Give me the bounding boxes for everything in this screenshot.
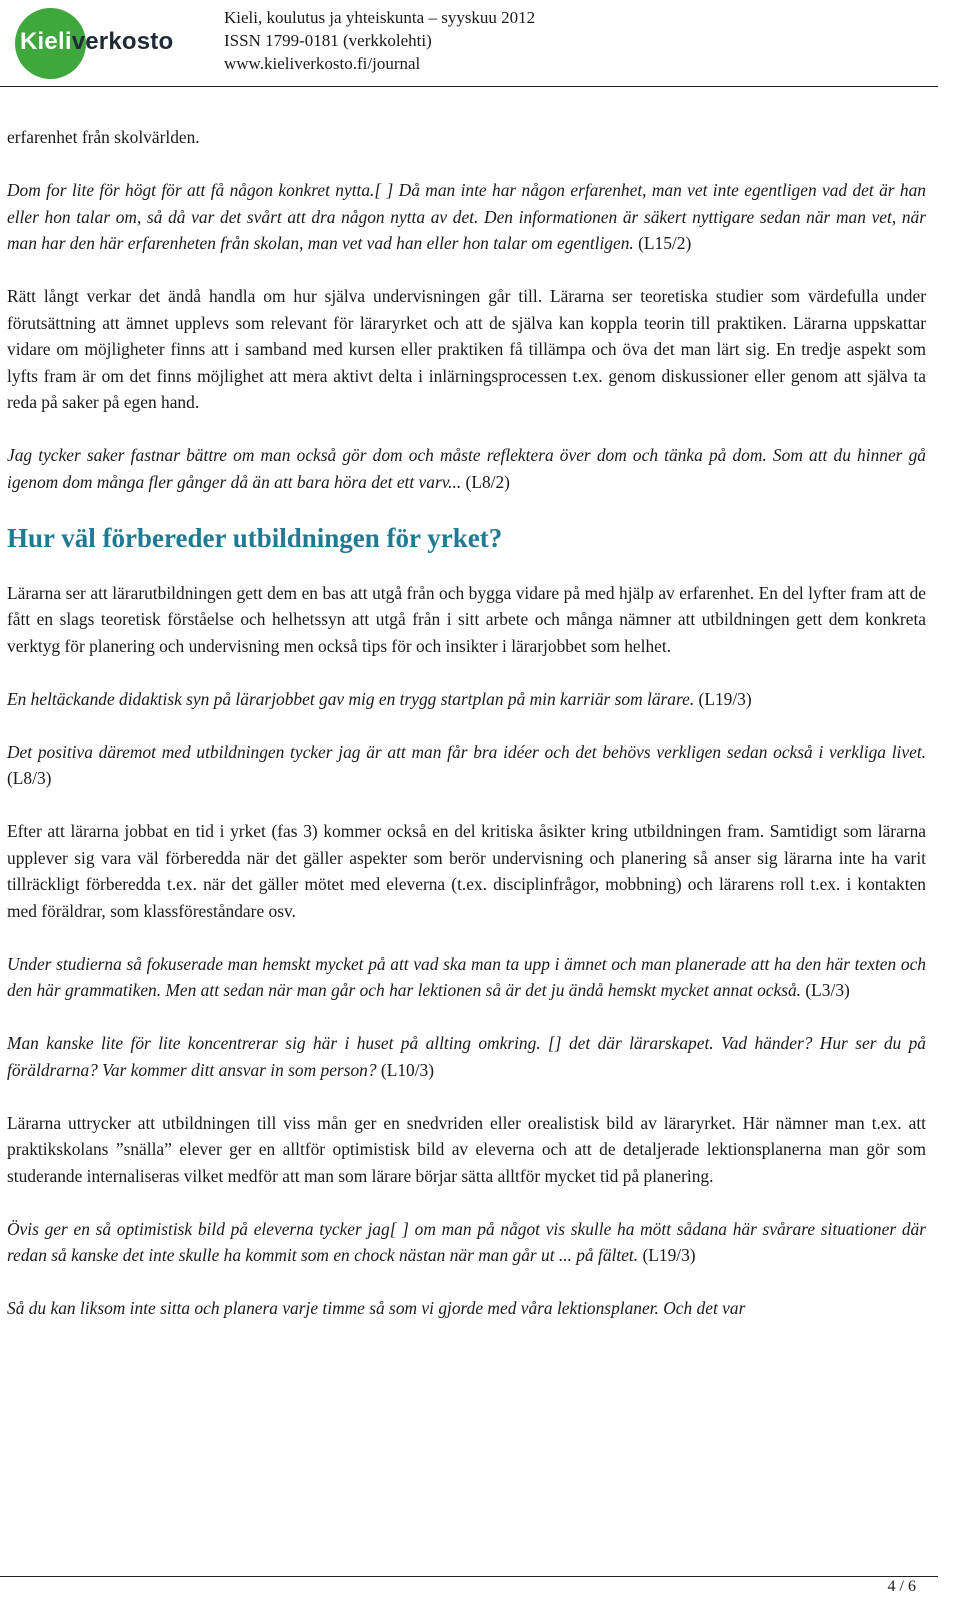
- quote: [7, 1295, 926, 1322]
- logo-wordmark: [20, 28, 173, 58]
- page-number: 4 / 6: [887, 1578, 916, 1595]
- quote: [7, 1216, 926, 1269]
- quote-text: Dom for lite för högt för att få någon konkret nytta.[ ] Då man inte har någon erfarenhet, man vet inte egentligen vad det är han eller hon talar om, så då var det svårt att dra någon nytta av det. Den informationen är säkert nyttigare sedan när man vet, när man har den här erfarenheten från skolan, man vet vad han eller hon talar om egentligen.: [7, 180, 926, 253]
- quote-ref: (L8/2): [461, 471, 510, 492]
- quote: [7, 739, 926, 792]
- quote: [7, 1030, 926, 1083]
- quote: [7, 951, 926, 1004]
- journal-url: www.kieliverkosto.fi/journal: [224, 54, 421, 73]
- page-header: [0, 0, 960, 90]
- header-divider: [0, 86, 938, 87]
- quote-text: Så du kan liksom inte sitta och planera varje timme så som vi gjorde med våra lektionsplaner. Och det var: [7, 1298, 746, 1318]
- quote-ref: (L15/2): [633, 233, 692, 253]
- journal-issn: ISSN 1799-0181 (verkkolehti): [224, 31, 432, 50]
- quote: [7, 686, 926, 713]
- paragraph: Rätt långt verkar det ändå handla om hur själva undervisningen går till. Lärarna ser teoretiska studier som värdefulla under förutsättning att ämnet upplevs som relevant för läraryrket och att de själva kan koppla teorin till praktiken. Lärarna uppskattar vidare om möjligheter finns att i samband med kursen eller praktiken få tillämpa och öva det man lärt sig. En tredje aspekt som lyfts fram är om det finns möjlighet att mera aktivt delta i inlärningsprocessen t.ex. genom diskussioner eller genom att själva ta reda på saker på egen hand.: [7, 286, 926, 412]
- journal-info: [224, 6, 535, 75]
- quote-ref: (L3/3): [801, 980, 850, 1000]
- quote-text: En heltäckande didaktisk syn på lärarjobbet gav mig en trygg startplan på min karriär som lärare.: [7, 688, 695, 709]
- paragraph: erfarenhet från skolvärlden.: [7, 127, 200, 147]
- paragraph: Lärarna ser att lärarutbildningen gett dem en bas att utgå från och bygga vidare på med hjälp av erfarenhet. En del lyfter fram att de fått en slags teoretisk förståelse och helhetssyn att utgå från i sitt arbete och många nämner att utbildningen gett dem konkreta verktyg för planering och undervisning men också tips för och insikter i lärarjobbet som helhet.: [7, 582, 926, 656]
- section-heading: Hur väl förbereder utbildningen för yrket?: [7, 522, 503, 553]
- quote-ref: (L19/3): [638, 1245, 696, 1265]
- footer-divider: [0, 1576, 938, 1577]
- journal-title: Kieli, koulutus ja yhteiskunta – syyskuu 2012: [224, 8, 536, 27]
- logo-main: Kieli: [20, 28, 72, 55]
- quote: [7, 442, 926, 495]
- quote-ref: (L19/3): [694, 688, 752, 709]
- article-body: [7, 124, 926, 1348]
- quote-text: Jag tycker saker fastnar bättre om man också gör dom och måste reflektera över dom och tänka på dom. Som att du hinner gå igenom dom många fler gånger då än att bara höra det ett varv...: [7, 445, 926, 492]
- logo-tail: verkosto: [71, 28, 174, 55]
- paragraph: Efter att lärarna jobbat en tid i yrket (fas 3) kommer också en del kritiska åsikter kring utbildningen fram. Samtidigt som lärarna upplever sig vara väl förberedda när det gäller aspekter som berör undervisning och planering så anser sig lärarna inte ha varit tillräckligt förberedda t.ex. när det gäller mötet med eleverna (t.ex. disciplinfrågor, mobbning) och lärarens roll t.ex. i kontakten med föräldrar, som klassföreståndare osv.: [7, 821, 926, 921]
- quote-text: Under studierna så fokuserade man hemskt mycket på att vad ska man ta upp i ämnet och man planerade att ha den här texten och den här grammatiken. Men att sedan när man går och har lektionen så är det ju ändå hemskt mycket annat också.: [7, 953, 926, 1000]
- quote-text: Övis ger en så optimistisk bild på eleverna tycker jag[ ] om man på något vis skulle ha mött sådana här svårare situationer där redan så kanske det inte skulle ha kommit som en chock nästan när man går ut ... på fältet.: [7, 1218, 926, 1265]
- quote-text: Man kanske lite för lite koncentrerar sig här i huset på allting omkring. [] det där lärarskapet. Vad händer? Hur ser du på föräldrarna? Var kommer ditt ansvar in som person?: [7, 1033, 926, 1080]
- quote-ref: (L10/3): [376, 1059, 435, 1080]
- quote-text: Det positiva däremot med utbildningen tycker jag är att man får bra idéer och det behövs verkligen sedan också i verkliga livet.: [7, 741, 926, 762]
- paragraph: Lärarna uttrycker att utbildningen till viss mån ger en snedvriden eller orealistisk bild av läraryrket. Här nämner man t.ex. att praktikskolans ”snälla” elever ger en alltför optimistisk bild av eleverna och att de detaljerade lektionsplanerna man gör som studerande internaliseras vilket medför att man som lärare börjar sätta alltför mycket tid på planering.: [7, 1112, 926, 1186]
- quote: [7, 177, 926, 257]
- quote-ref: (L8/3): [7, 768, 52, 788]
